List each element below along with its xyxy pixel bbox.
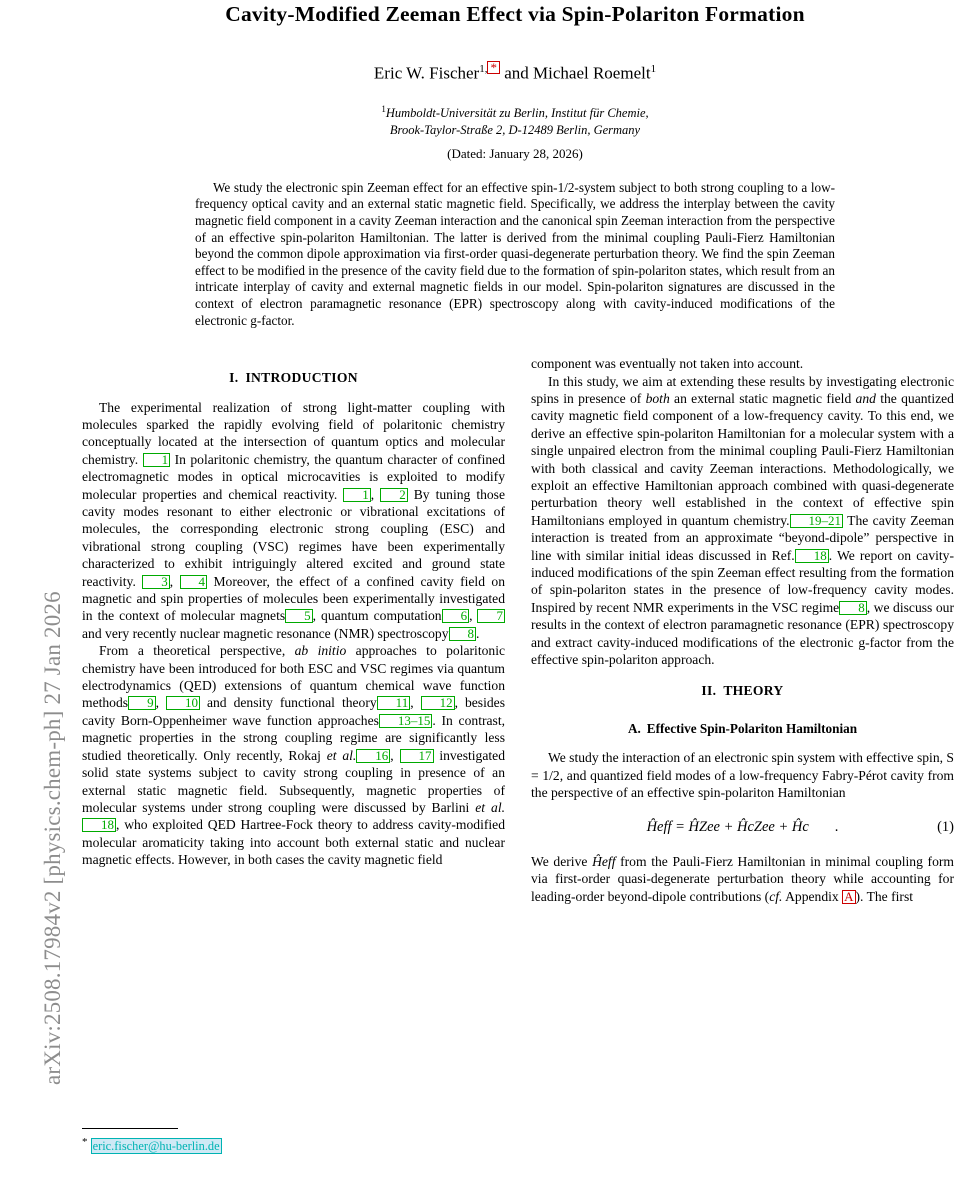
citation-ref-2[interactable]: 1 xyxy=(343,488,371,502)
citation-ref-13[interactable]: 12 xyxy=(421,696,455,710)
intro-p1-text-a: The experimental realization of strong light-matter coupling with molecules sparked the rapidly evolving field of polaritonic chemistry conceptually located at the intersection of quantum optics and molecular chemistry. xyxy=(82,399,505,467)
citation-ref-6[interactable]: 5 xyxy=(285,609,313,623)
citation-ref-17[interactable]: 17 xyxy=(400,749,434,763)
equation-1 xyxy=(531,819,954,836)
intro-p2-text-g: , who exploited QED Hartree-Fock theory to address cavity-modified molecular aromaticity taking into account both external static and nuclear magnetic effects. However, in both cases the cavity magnetic field xyxy=(82,817,505,868)
left-column xyxy=(82,355,505,1160)
section-title-theory: THEORY xyxy=(723,683,784,699)
citation-ref-3[interactable]: 2 xyxy=(380,488,408,502)
author-name-2: Michael Roemelt xyxy=(533,63,651,83)
theory-p2-text-c: Appendix xyxy=(785,888,839,904)
section-number-introduction: I. xyxy=(229,370,239,386)
intro-p2-text-e: . In contrast, magnetic properties in the strong coupling regime are significantly less studied theoretically. Only recently, Rokaj xyxy=(82,712,505,763)
right-p1-italic-2: and xyxy=(855,390,876,406)
citation-ref-10[interactable]: 9 xyxy=(128,696,156,710)
citation-ref-12[interactable]: 11 xyxy=(377,696,411,710)
arxiv-identifier-text: arXiv:2508.17984v2 [physics.chem-ph] 27 Jan 2026 xyxy=(40,591,65,1085)
theory-paragraph-1: We study the interaction of an electronic spin system with effective spin, S = 1/2, and quantized field modes of a low-frequency Fabry-Pérot cavity from the perspective of an effective spin-polariton Hamiltonian xyxy=(531,750,954,801)
intro-p2-italic-3: et al. xyxy=(475,799,505,815)
author-footnote-link[interactable]: * xyxy=(487,61,500,74)
right-p1-text-e: . We report on cavity-induced modifications of the spin Zeeman effect resulting from the formation of spin-polariton states in the presence of low-frequency cavity modes. Inspired by recent NMR experiments in the VSC regime xyxy=(531,547,954,615)
theory-p2-symbol: Ĥeff xyxy=(592,853,616,869)
footnote-divider xyxy=(82,1128,178,1129)
paper-page xyxy=(58,0,972,1200)
appendix-ref-a[interactable]: A xyxy=(844,888,854,904)
intro-paragraph-1: The experimental realization of strong light-matter coupling with molecules sparked the rapidly evolving field of polaritonic chemistry conceptually located at the intersection of quantum optics and molecular chemistry. 1 In polaritonic chemistry, the quantum character of confined electromagnetic modes in optical microcavities is exploited to modify molecular properties and chemical reactivity. 1 , 2 By tuning those cavity modes resonant to either electronic or vibrational excitations of molecules, the corresponding electronic strong coupling (ESC) and vibrational strong coupling (VSC) regimes have been experimentally characterized to exhibit intriguingly altered excited and ground state reactivity. 3 , 4 Moreover, the effect of a confined cavity field on magnetic and spin properties of molecules been experimentally investigated in the context of molecular magnets 5 , quantum computation 6 , 7 and very recently nuclear magnetic resonance (NMR) spectroscopy 8 . xyxy=(82,399,506,641)
citation-ref-7[interactable]: 6 xyxy=(442,609,470,623)
footnote-row xyxy=(82,1135,505,1154)
intro-p2-text-f: investigated solid state systems subject to cavity strong coupling in presence of an external static magnetic field. Subsequently, magnetic properties of molecular systems under strong coupling were discussed by Barlini xyxy=(82,747,505,815)
right-p1-text-b: an external static magnetic field xyxy=(674,390,852,406)
affiliation-line-1: Humboldt-Universität zu Berlin, Institut für Chemie, xyxy=(385,105,649,120)
intro-p1-text-b: In polaritonic chemistry, the quantum character of confined electromagnetic modes in optical microcavities is exploited to modify molecular properties and chemical reactivity. xyxy=(82,451,505,502)
intro-p2-text-a: From a theoretical perspective, xyxy=(99,643,286,659)
citation-ref-4[interactable]: 3 xyxy=(142,575,170,589)
theory-paragraph-2 xyxy=(531,853,954,905)
citation-ref-19-21[interactable]: 19–21 xyxy=(790,514,844,528)
right-paragraph-1 xyxy=(531,373,954,669)
intro-p1-text-d: Moreover, the effect of a confined cavity field on magnetic and spin properties of molecules been experimentally investigated in the context of molecular magnets xyxy=(82,573,505,624)
right-p1-text-f: , we discuss our results in the context of electron paramagnetic resonance (EPR) spectroscopy and extract cavity-induced modifications of the electronic g-factor from the effective spin-polariton approach. xyxy=(531,599,954,668)
theory-p2-text-a: We derive xyxy=(531,853,588,869)
author-email-link[interactable]: eric.fischer@hu-berlin.de xyxy=(92,1139,220,1154)
intro-p2-italic-2: et al. xyxy=(326,747,357,763)
section-title-introduction: INTRODUCTION xyxy=(245,370,358,386)
intro-p1-text-c: By tuning those cavity modes resonant to either electronic or vibrational excitations of molecules, the corresponding electronic strong coupling (ESC) and vibrational strong coupling (VSC) regimes have been experimentally characterized to exhibit intriguingly altered excited and ground state reactivity. xyxy=(82,486,506,589)
citation-ref-18[interactable]: 18 xyxy=(82,818,116,832)
author-line xyxy=(58,58,972,85)
citation-ref-9[interactable]: 8 xyxy=(449,627,477,641)
right-p1-text-d: The cavity Zeeman interaction is treated from an approximate “beyond-dipole” perspective in line with similar initial ideas discussed in Ref. xyxy=(531,512,955,563)
citation-ref-8b[interactable]: 8 xyxy=(839,601,867,615)
subsection-heading-effective-hamiltonian xyxy=(531,720,954,737)
section-heading-introduction xyxy=(82,369,505,386)
citation-ref-14[interactable]: 13–15 xyxy=(379,714,433,728)
equation-1-body: Ĥeff = ĤZee + ĤcZee + Ĥc xyxy=(646,818,809,835)
two-column-body xyxy=(58,355,972,1160)
citation-ref-11[interactable]: 10 xyxy=(166,696,200,710)
citation-ref-18b[interactable]: 18 xyxy=(795,549,829,563)
intro-p2-text-d: , besides cavity Born-Oppenheimer wave function approaches xyxy=(82,695,505,728)
subsection-number: A. xyxy=(627,720,641,736)
intro-p2-italic-1: ab initio xyxy=(294,643,347,659)
author-name-1: Eric W. Fischer xyxy=(373,63,480,83)
section-heading-theory xyxy=(531,682,954,699)
affiliation-block xyxy=(58,101,972,139)
footnote-marker: * xyxy=(82,1136,88,1149)
right-p1-text-c: the quantized cavity magnetic field component of a low-frequency cavity. To this end, we derive an effective spin-polariton Hamiltonian for a molecular system with a single unpaired electron from the minimal coupling Pauli-Fierz Hamiltonian with both classical and cavity Zeeman interactions. Methodologically, we exploit an effective Hamiltonian approach combined with quasi-degenerate perturbation theory well established in the context of effective spin Hamiltonians employed in quantum chemistry. xyxy=(531,390,954,528)
citation-ref-1[interactable]: 1 xyxy=(143,453,171,467)
author-affil-marker-1: 1, xyxy=(479,63,488,75)
right-column xyxy=(531,355,954,1160)
intro-paragraph-2: From a theoretical perspective, ab initio approaches to polaritonic chemistry have been introduced for both ESC and VSC regimes via quantum electrodynamics (QED) extensions of quantum chemical wave function methods 9 , 10 and density functional theory 11 , 12 , besides cavity Born-Oppenheimer wave function approaches 13–15 . In contrast, magnetic properties in the strong coupling regime are significantly less studied theoretically. Only recently, Rokaj et al. 16 , 17 investigated solid state systems subject to cavity strong coupling in presence of an external static magnetic field. Subsequently, magnetic properties of molecular systems under strong coupling were discussed by Barlini et al.18 , who exploited QED Hartree-Fock theory to address cavity-modified molecular aromaticity taking into account both external static and nuclear magnetic effects. However, in both cases the cavity magnetic field xyxy=(82,643,506,868)
author-conjunction: and xyxy=(504,63,529,83)
page-title: Cavity-Modified Zeeman Effect via Spin-Polariton Formation xyxy=(225,2,805,26)
footnote-block xyxy=(82,1128,505,1154)
intro-p1-text-f: and very recently nuclear magnetic resonance (NMR) spectroscopy xyxy=(82,625,449,641)
intro-p1-text-g: . xyxy=(476,625,480,641)
abstract-text xyxy=(195,180,835,329)
intro-p2-text-b: approaches to polaritonic chemistry have been introduced for both ESC and VSC regimes via quantum electrodynamics (QED) extensions of quantum chemical wave function methods xyxy=(82,643,506,711)
theory-p2-text-d: ). The first xyxy=(855,888,914,904)
author-affil-marker-2: 1 xyxy=(650,63,657,75)
abstract-body: We study the electronic spin Zeeman effect for an effective spin-1/2-system subject to both strong coupling to a low-frequency optical cavity and an external static magnetic field. Specifically, we address the interplay between the cavity magnetic field component in a cavity Zeeman interaction and the canonical spin Zeeman interaction from the perspective of an effective spin-polariton Hamiltonian. The latter is derived from the minimal coupling Pauli-Fierz Hamiltonian beyond the common dipole approximation via first-order quasi-degenerate perturbation theory. We find the spin Zeeman effect to be modified in the presence of the cavity field due to the formation of spin-polariton states, which result from an intricate interplay of cavity and external magnetic fields in our model. Spin-polariton signatures are discussed in the context of electron paramagnetic resonance (EPR) spectroscopy along with cavity-induced modifications of the electronic g-factor. xyxy=(195,179,835,328)
citation-ref-8[interactable]: 7 xyxy=(477,609,505,623)
subsection-title: Effective Spin-Polariton Hamiltonian xyxy=(646,720,858,736)
arxiv-identifier-stamp xyxy=(0,0,65,1200)
theory-p2-text-b: from the Pauli-Fierz Hamiltonian in minimal coupling form via first-order quasi-degenerate perturbation theory while accounting for leading-order beyond-dipole contributions ( xyxy=(531,853,954,904)
section-number-theory: II. xyxy=(701,683,717,699)
right-p1-italic-1: both xyxy=(645,390,670,406)
intro-p2-text-c: and density functional theory xyxy=(206,695,377,711)
equation-1-period: . xyxy=(834,818,839,835)
right-paragraph-0: component was eventually not taken into account. xyxy=(531,356,804,372)
affiliation-marker: 1 xyxy=(381,103,386,114)
right-p1-text-a: In this study, we aim at extending these results by investigating electronic spins in presence of xyxy=(531,373,954,406)
intro-p1-text-e: , quantum computation xyxy=(312,608,442,624)
equation-1-number: (1) xyxy=(937,818,954,835)
affiliation-line-2: Brook-Taylor-Straße 2, D-12489 Berlin, Germany xyxy=(389,122,641,137)
dated-line: (Dated: January 28, 2026) xyxy=(447,145,583,161)
citation-ref-16[interactable]: 16 xyxy=(356,749,390,763)
citation-ref-5[interactable]: 4 xyxy=(180,575,208,589)
theory-p2-italic: cf. xyxy=(769,888,783,904)
